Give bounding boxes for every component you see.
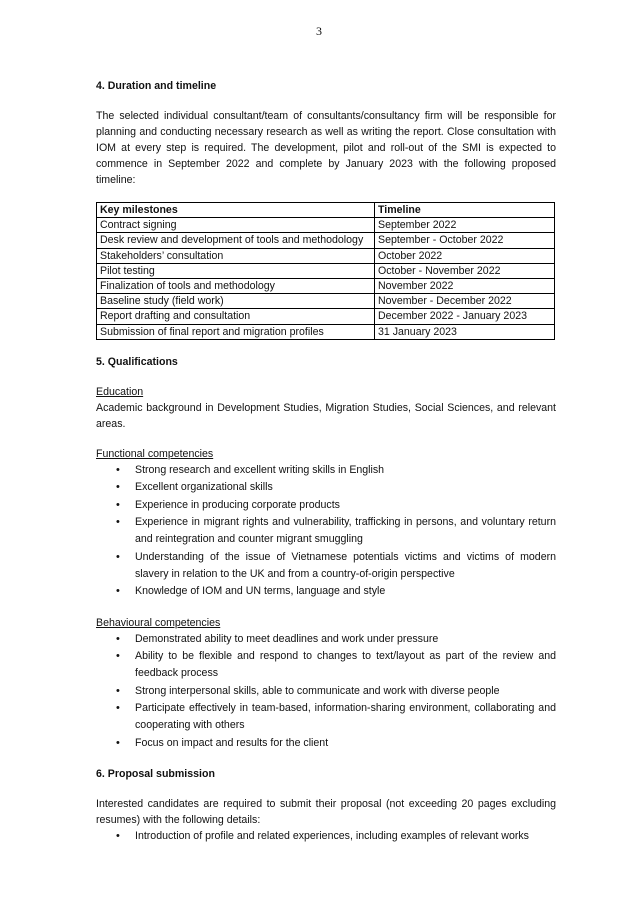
list-item: • Strong interpersonal skills, able to communicate and work with diverse people — [96, 683, 556, 700]
column-header-timeline: Timeline — [375, 203, 555, 218]
list-item: • Knowledge of IOM and UN terms, language and style — [96, 583, 556, 600]
education-text: Academic background in Development Studies, Migration Studies, Social Sciences, and relevant areas. — [96, 401, 556, 430]
timeline-cell: November 2022 — [375, 279, 555, 294]
functional-competencies-subheading: Functional competencies — [96, 447, 214, 460]
list-item: • Focus on impact and results for the client — [96, 735, 556, 752]
timeline-cell: November - December 2022 — [375, 294, 555, 309]
behavioural-competencies-list — [96, 631, 556, 752]
table-row — [97, 248, 555, 263]
section-5-heading: 5. Qualifications — [96, 355, 178, 368]
list-item: • Excellent organizational skills — [96, 479, 556, 496]
page-number: 3 — [316, 24, 322, 38]
milestones-table — [96, 202, 555, 340]
bullet-icon: • — [116, 516, 120, 529]
section-6-paragraph: Interested candidates are required to submit their proposal (not exceeding 20 pages excluding resumes) with the following details: — [96, 798, 556, 827]
list-item: • Demonstrated ability to meet deadlines and work under pressure — [96, 631, 556, 648]
education-subheading: Education — [96, 385, 144, 398]
timeline-cell: October 2022 — [375, 248, 555, 263]
list-item: • Introduction of profile and related experiences, including examples of relevant works — [96, 828, 556, 845]
milestone-cell: Stakeholders’ consultation — [97, 248, 375, 263]
timeline-cell: September 2022 — [375, 218, 555, 233]
section-4-heading: 4. Duration and timeline — [96, 80, 217, 92]
bullet-icon: • — [116, 702, 120, 715]
bullet-icon: • — [116, 550, 120, 563]
timeline-cell: September - October 2022 — [375, 233, 555, 248]
table-row — [97, 309, 555, 324]
timeline-cell: October - November 2022 — [375, 263, 555, 278]
milestone-cell: Report drafting and consultation — [97, 309, 375, 324]
milestone-cell: Finalization of tools and methodology — [97, 279, 375, 294]
milestone-cell: Submission of final report and migration profiles — [97, 324, 375, 339]
bullet-icon: • — [116, 736, 120, 749]
section-4-paragraph: The selected individual consultant/team of consultants/consultancy firm will be responsible for planning and conducting necessary research as well as writing the report. Close consultation with IOM at every step is required. The development, pilot and roll-out of the SMI is expected to commence in September 2022 and complete by January 2023 with the following proposed timeline: — [96, 110, 556, 186]
table-row — [97, 263, 555, 278]
milestone-cell: Contract signing — [97, 218, 375, 233]
bullet-icon: • — [116, 585, 120, 598]
bullet-icon: • — [116, 650, 120, 663]
bullet-icon: • — [116, 463, 120, 476]
bullet-icon: • — [116, 632, 120, 645]
list-item: • Experience in producing corporate products — [96, 497, 556, 514]
table-row — [97, 324, 555, 339]
behavioural-competencies-subheading: Behavioural competencies — [96, 616, 221, 629]
bullet-icon: • — [116, 481, 120, 494]
bullet-icon: • — [116, 498, 120, 511]
table-row — [97, 279, 555, 294]
list-item: • Strong research and excellent writing skills in English — [96, 462, 556, 479]
timeline-cell: 31 January 2023 — [375, 324, 555, 339]
list-item: • Ability to be flexible and respond to changes to text/layout as part of the review and feedback process — [116, 650, 556, 680]
timeline-cell: December 2022 - January 2023 — [375, 309, 555, 324]
table-row — [97, 294, 555, 309]
proposal-details-list — [96, 828, 556, 845]
table-header-row — [97, 203, 555, 218]
section-6-heading: 6. Proposal submission — [96, 768, 215, 781]
milestone-cell: Pilot testing — [97, 263, 375, 278]
section-duration-timeline — [96, 78, 556, 846]
table-row — [97, 233, 555, 248]
milestone-cell: Baseline study (field work) — [97, 294, 375, 309]
table-row — [97, 218, 555, 233]
milestone-cell: Desk review and development of tools and methodology — [97, 233, 375, 248]
functional-competencies-list — [96, 462, 556, 601]
list-item: • Experience in migrant rights and vulnerability, trafficking in persons, and voluntary return and reintegration and counter migrant smuggling — [116, 516, 556, 546]
bullet-icon: • — [116, 830, 120, 843]
column-header-milestones: Key milestones — [97, 203, 375, 218]
bullet-icon: • — [116, 684, 120, 697]
list-item: • Participate effectively in team-based, information-sharing environment, collaborating and cooperating with others — [116, 702, 556, 732]
list-item: • Understanding of the issue of Vietnamese potentials victims and victims of modern slavery in relation to the UK and from a country-of-origin perspective — [116, 550, 556, 580]
